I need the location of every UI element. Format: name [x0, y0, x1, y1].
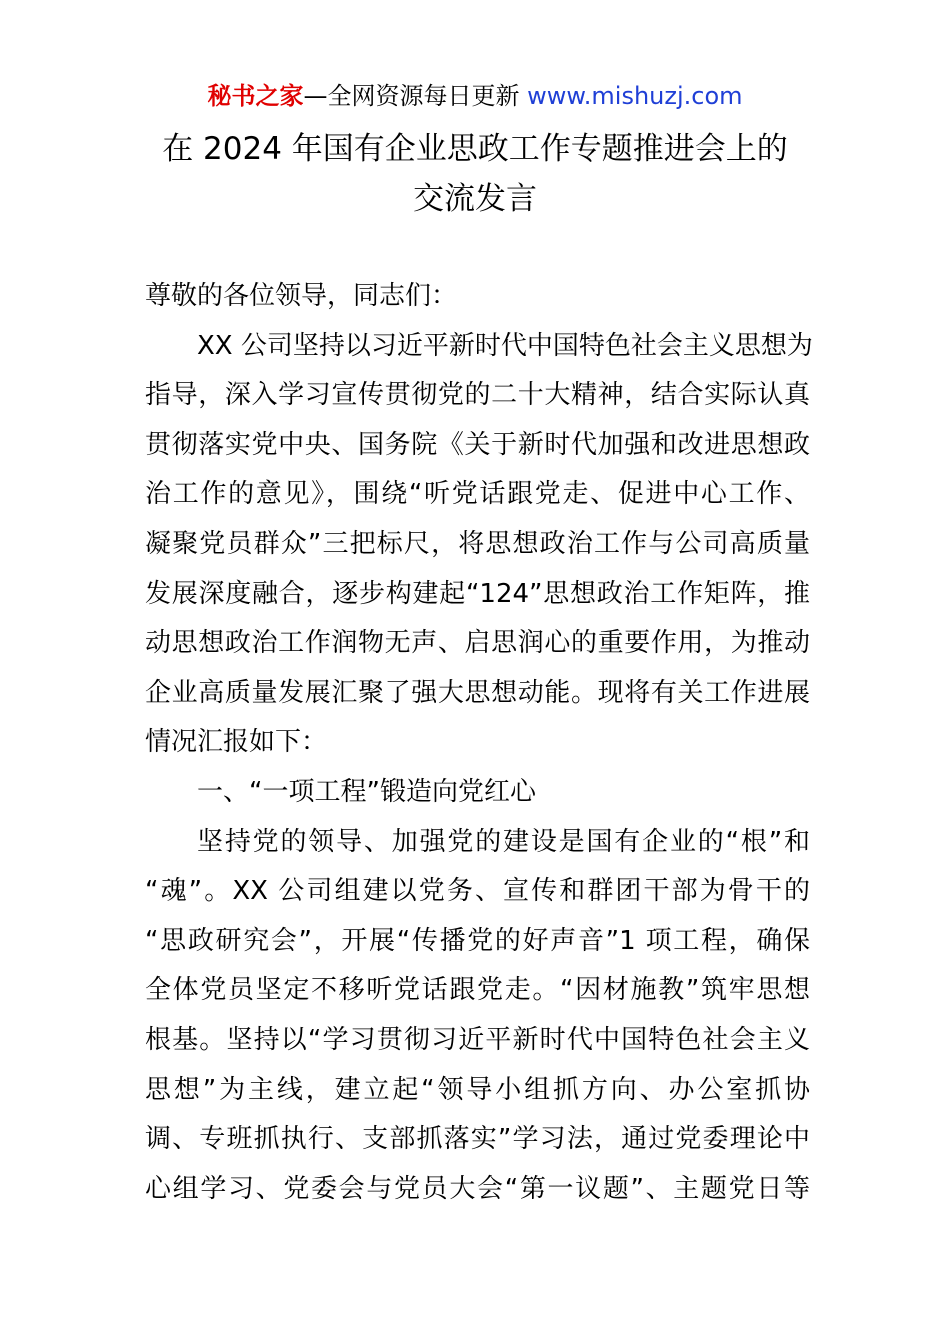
site-tagline: —全网资源每日更新: [303, 82, 528, 110]
greeting: 尊敬的各位领导，同志们：: [145, 281, 458, 311]
paragraph-line: 动思想政治工作润物无声、启思润心的重要作用，为推动: [145, 628, 810, 659]
paragraph-line: 企业高质量发展汇聚了强大思想动能。现将有关工作进展: [145, 677, 810, 708]
title-line-1: 在 2024 年国有企业思政工作专题推进会上的: [162, 131, 788, 167]
site-url-link[interactable]: www.mishuzj.com: [527, 82, 743, 110]
paragraph-line: 调、专班抓执行、支部抓落实”学习法，通过党委理论中: [145, 1124, 810, 1155]
paragraph-line: XX 公司坚持以习近平新时代中国特色社会主义思想为: [197, 330, 813, 361]
document-title: [0, 124, 950, 224]
paragraph-line: 治工作的意见》，围绕“听党话跟党走、促进中心工作、: [145, 479, 810, 510]
section-heading: 一、“一项工程”锻造向党红心: [197, 776, 536, 807]
paragraph-line: 全体党员坚定不移听党话跟党走。“因材施教”筑牢思想: [145, 975, 810, 1006]
site-header: [0, 80, 950, 112]
document-body: [145, 272, 813, 1214]
paragraph-line: 坚持党的领导、加强党的建设是国有企业的“根”和: [197, 826, 810, 857]
site-brand: 秘书之家: [207, 82, 304, 110]
paragraph-line: 贯彻落实党中央、国务院《关于新时代加强和改进思想政: [145, 429, 810, 460]
paragraph-line: “思政研究会”，开展“传播党的好声音”1 项工程，确保: [145, 925, 810, 956]
paragraph-line: 发展深度融合，逐步构建起“124”思想政治工作矩阵，推: [145, 578, 810, 609]
paragraph-line: 情况汇报如下：: [145, 727, 328, 758]
title-line-2: 交流发言: [413, 181, 537, 217]
paragraph-line: 凝聚党员群众”三把标尺，将思想政治工作与公司高质量: [145, 528, 810, 559]
paragraph-line: 心组学习、党委会与党员大会“第一议题”、主题党日等: [145, 1173, 810, 1204]
paragraph-line: 根基。坚持以“学习贯彻习近平新时代中国特色社会主义: [145, 1024, 810, 1055]
paragraph-line: “魂”。XX 公司组建以党务、宣传和群团干部为骨干的: [145, 876, 810, 907]
paragraph-line: 指导，深入学习宣传贯彻党的二十大精神，结合实际认真: [145, 380, 810, 411]
paragraph-line: 思想”为主线，建立起“领导小组抓方向、办公室抓协: [145, 1074, 810, 1105]
